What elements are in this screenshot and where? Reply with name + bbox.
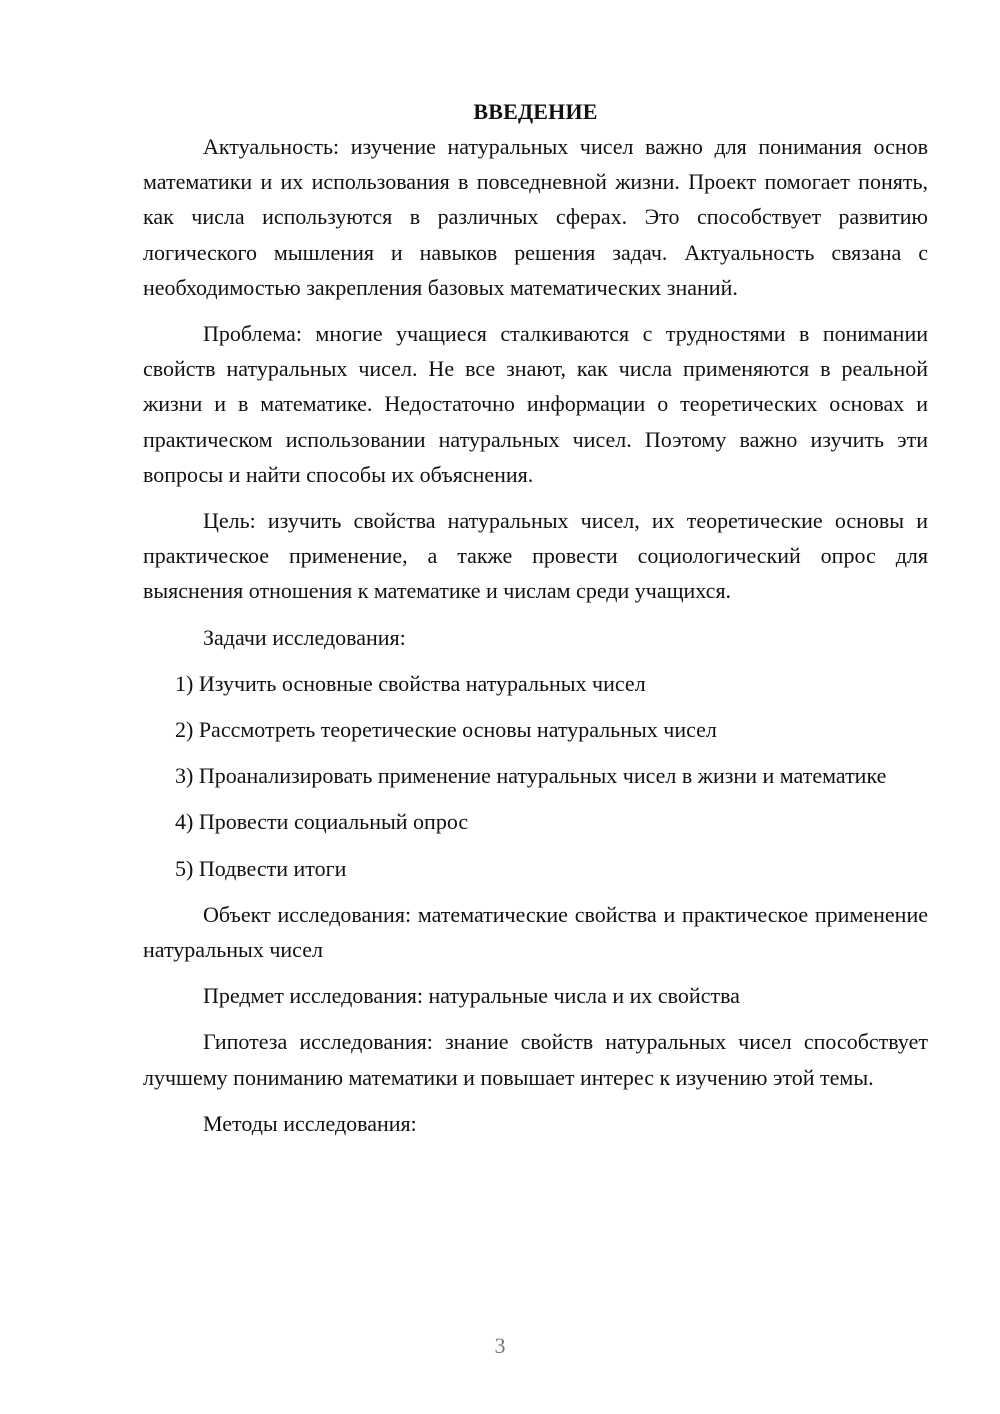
page-number: 3 [494, 1333, 506, 1358]
task-item-1: 1) Изучить основные свойства натуральных чисел [175, 670, 646, 696]
task-item-5: 5) Подвести итоги [175, 855, 347, 881]
paragraph-hypothesis: Гипотеза исследования: знание свойств натуральных чисел способствует лучшему пониманию математики и повышает интерес к изучению этой темы. [143, 1029, 928, 1090]
task-item-3: 3) Проанализировать применение натуральных чисел в жизни и математике [175, 763, 887, 789]
paragraph-relevance: Актуальность: изучение натуральных чисел важно для понимания основ математики и их использования в повседневной жизни. Проект помогает понять, как числа используются в различных сферах. Это способствует развитию логического мышления и навыков решения задач. Актуальность связана с необходимостью закрепления базовых математических знаний. [143, 134, 928, 300]
task-item-4: 4) Провести социальный опрос [175, 809, 469, 835]
paragraph-goal: Цель: изучить свойства натуральных чисел, их теоретические основы и практическое применение, а также провести социологический опрос для выяснения отношения к математике и числам среди учащихся. [143, 508, 928, 604]
section-title: ВВЕДЕНИЕ [473, 99, 598, 124]
paragraph-subject: Предмет исследования: натуральные числа и их свойства [203, 983, 740, 1009]
paragraph-problem: Проблема: многие учащиеся сталкиваются с трудностями в понимании свойств натуральных чисел. Не все знают, как числа применяются в реальной жизни и в математике. Недостаточно информации о теоретических основах и практическом использовании натуральных чисел. Поэтому важно изучить эти вопросы и найти способы их объяснения. [143, 321, 928, 487]
methods-heading: Методы исследования: [203, 1110, 417, 1136]
paragraph-object: Объект исследования: математические свойства и практическое применение натуральных чисел [143, 901, 928, 963]
task-item-2: 2) Рассмотреть теоретические основы натуральных чисел [175, 717, 717, 743]
document-page [143, 94, 928, 1152]
tasks-heading: Задачи исследования: [203, 624, 406, 650]
